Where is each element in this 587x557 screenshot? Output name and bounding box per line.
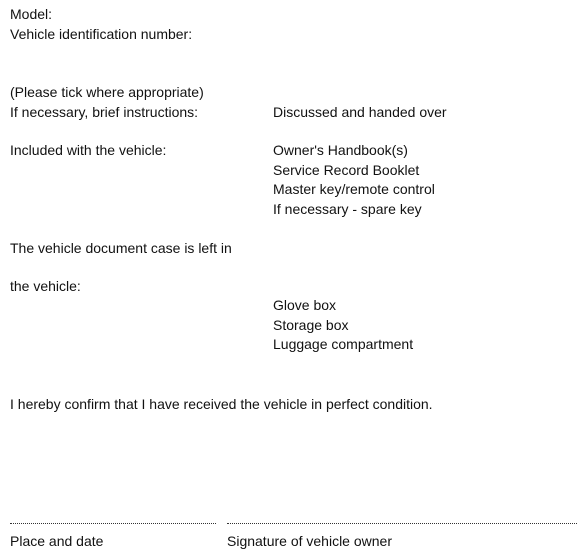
brief-instructions-label: If necessary, brief instructions: [10, 104, 199, 120]
tick-note: (Please tick where appropriate) [10, 84, 204, 100]
included-item-spare-key: If necessary - spare key [273, 201, 422, 217]
brief-instructions-option: Discussed and handed over [273, 104, 447, 120]
document-case-label-line2: the vehicle: [10, 278, 81, 294]
place-date-label: Place and date [10, 533, 104, 549]
included-item-owners-handbook: Owner's Handbook(s) [273, 142, 408, 158]
document-case-label-line1: The vehicle document case is left in [10, 240, 232, 256]
owner-signature-label: Signature of vehicle owner [227, 533, 392, 549]
confirmation-text: I hereby confirm that I have received the vehicle in perfect condition. [10, 396, 433, 412]
vin-label: Vehicle identification number: [10, 26, 193, 42]
document-case-option-glove-box: Glove box [273, 297, 337, 313]
document-case-option-luggage: Luggage compartment [273, 336, 414, 352]
included-item-master-key: Master key/remote control [273, 181, 435, 197]
included-label: Included with the vehicle: [10, 142, 167, 158]
model-label: Model: [10, 6, 53, 22]
place-date-line [10, 523, 216, 524]
owner-signature-line [227, 523, 577, 524]
document-case-option-storage-box: Storage box [273, 317, 349, 333]
included-item-service-record: Service Record Booklet [273, 162, 420, 178]
